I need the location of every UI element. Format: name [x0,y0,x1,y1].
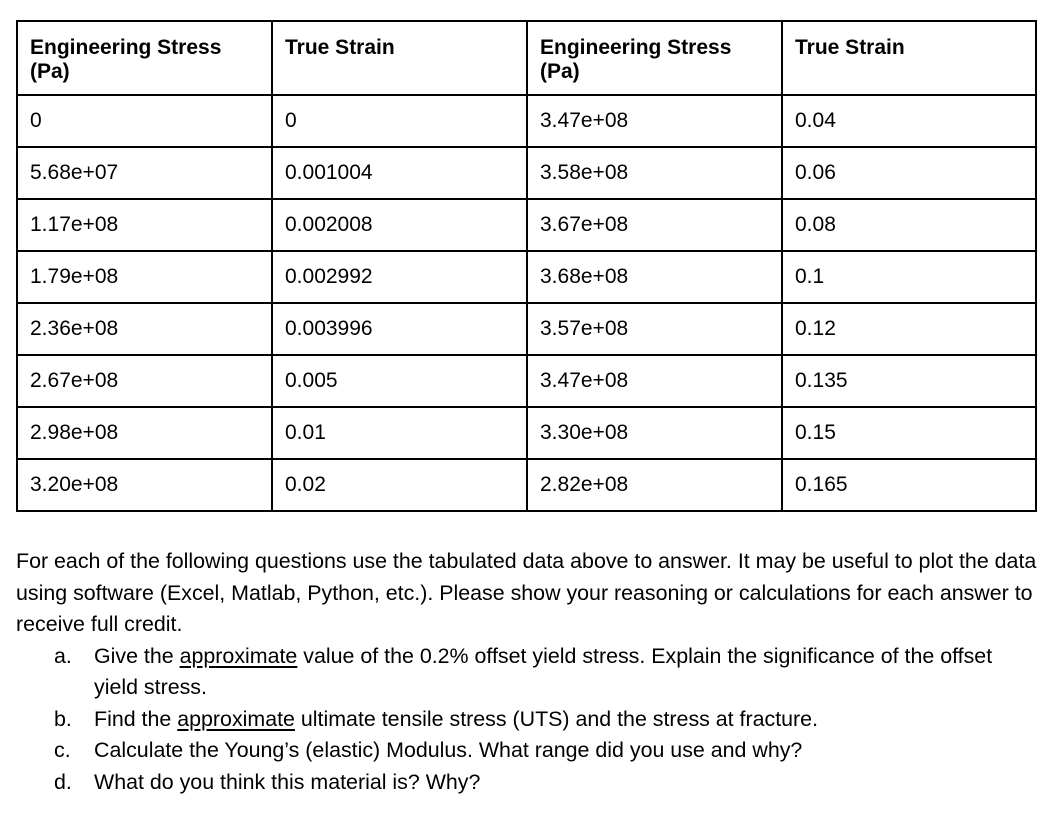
question-text: What do you think this material is? Why? [94,769,481,794]
header-engineering-stress-2: Engineering Stress (Pa) [527,21,782,95]
question-marker: c. [54,738,71,762]
table-row [17,303,1036,355]
table-header-row [17,21,1036,95]
question-c [16,735,1041,767]
table-cell: 0.12 [782,303,1036,355]
table-row [17,407,1036,459]
table-cell: 0.04 [782,95,1036,147]
table-cell: 0.165 [782,459,1036,511]
header-true-strain-2: True Strain [782,21,1036,95]
table-cell: 2.98e+08 [17,407,272,459]
table-cell: 0.002008 [272,199,527,251]
table-cell: 2.36e+08 [17,303,272,355]
table-cell: 0.06 [782,147,1036,199]
table-cell: 2.67e+08 [17,355,272,407]
table-cell: 0.01 [272,407,527,459]
table-cell: 5.68e+07 [17,147,272,199]
table-row [17,251,1036,303]
question-marker: a. [54,643,72,668]
table-cell: 3.47e+08 [527,355,782,407]
table-cell: 3.68e+08 [527,251,782,303]
question-a [16,641,1041,704]
stress-strain-table [16,20,1037,512]
underlined-word: approximate [179,643,298,668]
table-cell: 0.002992 [272,251,527,303]
underlined-word: approximate [177,706,295,731]
table-cell: 0.1 [782,251,1036,303]
question-text-suffix: value of the 0.2% offset yield stress. Explain the significance of the offset yield stress. [94,643,993,699]
question-marker: b. [54,706,72,731]
question-b [16,704,1041,736]
table-cell: 0 [17,95,272,147]
question-text-prefix: Find the [94,706,178,731]
question-text: Calculate the Young’s (elastic) Modulus. What range did you use and why? [94,738,803,762]
header-engineering-stress-1: Engineering Stress (Pa) [17,21,272,95]
table-row [17,147,1036,199]
table-cell: 0.135 [782,355,1036,407]
question-d [16,767,1041,799]
question-marker: d. [54,769,72,794]
table-cell: 3.47e+08 [527,95,782,147]
table-cell: 2.82e+08 [527,459,782,511]
table-cell: 0.005 [272,355,527,407]
table-row [17,355,1036,407]
question-list [16,641,1041,799]
table-cell: 3.67e+08 [527,199,782,251]
table-cell: 0.08 [782,199,1036,251]
table-cell: 0.02 [272,459,527,511]
table-row [17,95,1036,147]
instructions-paragraph: For each of the following questions use the tabulated data above to answer. It may be useful to plot the data using software (Excel, Matlab, Python, etc.). Please show your reasoning or calculations for each answer to receive full credit. [16,549,1037,636]
table-cell: 0.15 [782,407,1036,459]
table-cell: 1.79e+08 [17,251,272,303]
table-cell: 0.001004 [272,147,527,199]
table-cell: 3.57e+08 [527,303,782,355]
question-text-prefix: Give the [94,643,180,668]
header-true-strain-1: True Strain [272,21,527,95]
table-cell: 1.17e+08 [17,199,272,251]
table-cell: 3.58e+08 [527,147,782,199]
table-row [17,199,1036,251]
questions-section [16,546,1041,798]
table-cell: 0.003996 [272,303,527,355]
table-cell: 3.20e+08 [17,459,272,511]
table-row [17,459,1036,511]
table-cell: 0 [272,95,527,147]
question-text-suffix: ultimate tensile stress (UTS) and the stress at fracture. [294,706,819,731]
table-cell: 3.30e+08 [527,407,782,459]
